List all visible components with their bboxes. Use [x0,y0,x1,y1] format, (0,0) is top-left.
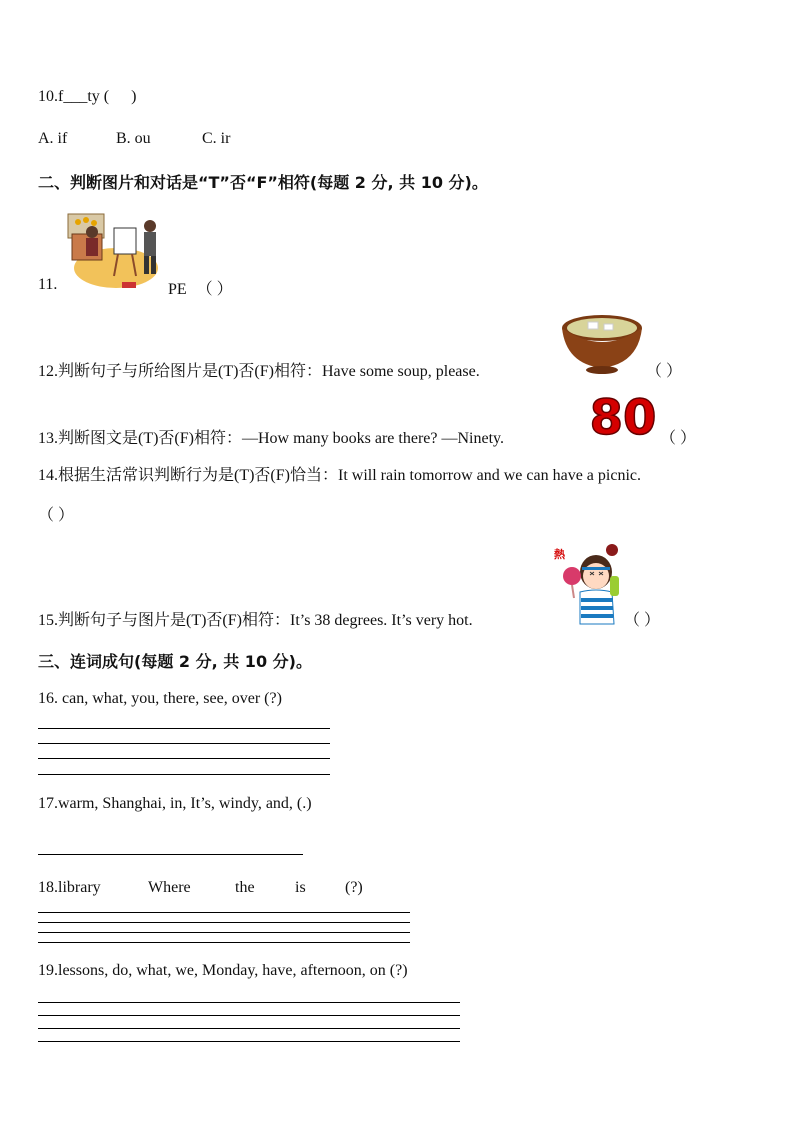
question-11-number: 11. [38,276,58,293]
soup-bowl-illustration [560,312,644,376]
question-15 [38,607,473,630]
word: 18.library [38,879,101,896]
answer-line[interactable] [38,1028,460,1029]
number-80-text: 80 [589,390,657,440]
question-14-text: 14.根据生活常识判断行为是(T)否(F)恰当：It will rain tomorrow and we can have a picnic. [38,467,641,484]
answer-line[interactable] [38,728,330,729]
answer-line[interactable] [38,1015,460,1016]
question-16: 16. can, what, you, there, see, over (?) [38,690,282,707]
answer-line[interactable] [38,1041,460,1042]
word: the [235,879,255,896]
answer-line[interactable] [38,942,410,943]
answer-line[interactable] [38,854,303,855]
question-18 [38,879,363,897]
question-12 [38,358,480,381]
answer-line[interactable] [38,912,410,913]
question-10-options [38,130,230,148]
question-11-answer [168,276,233,299]
question-12-text: 12.判断句子与所给图片是(T)否(F)相符：Have some soup, please. [38,363,480,380]
word: (?) [345,879,363,896]
question-17: 17.warm, Shanghai, in, It’s, windy, and, (.) [38,795,312,812]
answer-paren: （ ） [624,612,661,629]
question-10 [38,88,136,106]
question-10-text: 10.f___ty ( [38,88,110,105]
answer-paren: （ ） [660,430,697,447]
question-13-text: 13.判断图文是(T)否(F)相符：—How many books are there? —Ninety. [38,430,504,447]
word: is [295,879,306,896]
answer-paren: （ ） [38,507,75,524]
option-a: A. if [38,130,68,147]
question-14 [38,462,641,485]
answer-line[interactable] [38,922,410,923]
hot-girl-illustration [552,542,626,626]
question-15-text: 15.判断句子与图片是(T)否(F)相符：It’s 38 degrees. It’s very hot. [38,612,473,629]
answer-line[interactable] [38,758,330,759]
option-b: B. ou [116,130,151,147]
question-13 [38,425,504,448]
answer-paren: （ ） [646,363,683,380]
answer-line[interactable] [38,932,410,933]
question-19: 19.lessons, do, what, we, Monday, have, afternoon, on (?) [38,962,408,979]
answer-paren: ) [131,88,137,105]
answer-paren: （ ） [196,281,233,298]
question-11 [38,276,57,294]
answer-line[interactable] [38,774,330,775]
section-2-heading: 二、判断图片和对话是“T”否“F”相符(每题 2 分, 共 10 分)。 [38,173,488,192]
answer-line[interactable] [38,743,330,744]
question-11-text: PE [168,281,187,298]
hot-label: 熱 [554,548,565,561]
answer-line[interactable] [38,1002,460,1003]
word: Where [148,879,191,896]
section-3-heading: 三、连词成句(每题 2 分, 共 10 分)。 [38,652,312,671]
number-80-illustration [588,390,658,440]
option-c: C. ir [202,130,231,147]
painting-class-illustration [64,206,164,294]
